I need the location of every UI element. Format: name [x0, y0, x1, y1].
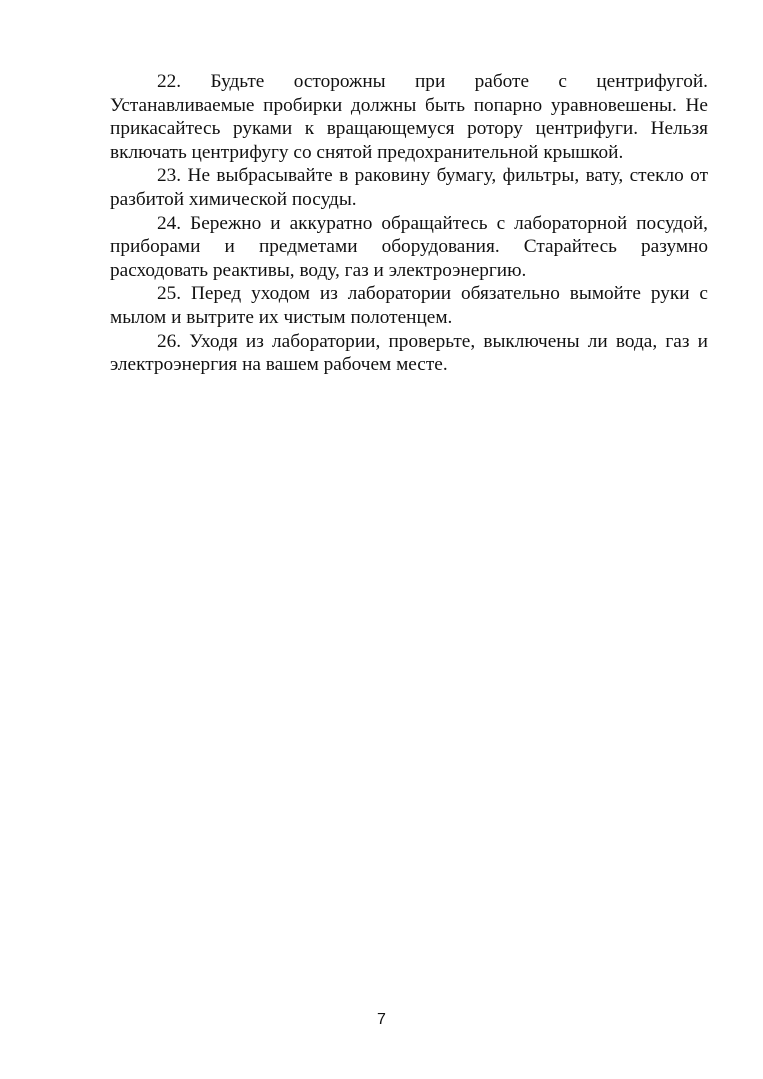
- document-body: [110, 70, 708, 377]
- paragraph-22: 22. Будьте осторожны при работе с центрифугой. Устанавливаемые пробирки должны быть попарно уравновешены. Не прикасайтесь руками к вращающемуся ротору центрифуги. Нельзя включать центрифугу со снятой предохранительной крышкой.: [110, 71, 708, 163]
- paragraph-26: 26. Уходя из лаборатории, проверьте, выключены ли вода, газ и электроэнергия на вашем рабочем месте.: [110, 330, 708, 376]
- page-number: 7: [377, 1011, 386, 1028]
- paragraph-23: 23. Не выбрасывайте в раковину бумагу, фильтры, вату, стекло от разбитой химической посуды.: [110, 165, 708, 210]
- paragraph-25: 25. Перед уходом из лаборатории обязательно вымойте руки с мылом и вытрите их чистым полотенцем.: [110, 283, 708, 328]
- paragraph-24: 24. Бережно и аккуратно обращайтесь с лабораторной посудой, приборами и предметами оборудования. Старайтесь разумно расходовать реактивы, воду, газ и электроэнергию.: [110, 212, 708, 281]
